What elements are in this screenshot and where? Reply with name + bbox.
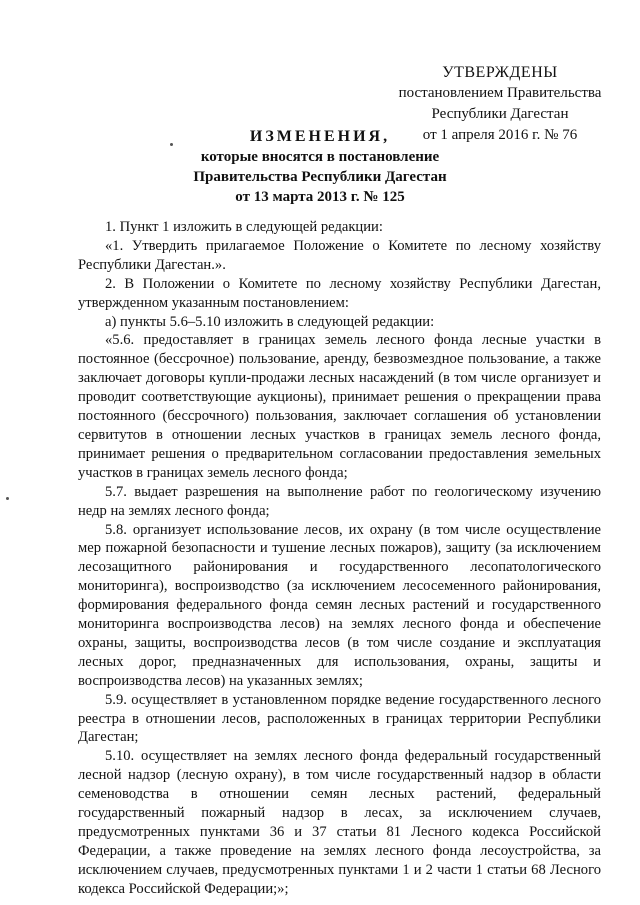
paragraph: 5.9. осуществляет в установленном порядке ведение государственного лесного реестра в отношении лесов, расположенных в границах территории Республики Дагестан; bbox=[78, 691, 601, 746]
paragraph: 2. В Положении о Комитете по лесному хозяйству Республики Дагестан, утвержденном указанным постановлением: bbox=[78, 275, 601, 311]
paragraph: 1. Пункт 1 изложить в следующей редакции: bbox=[105, 219, 383, 235]
approval-title: УТВЕРЖДЕНЫ bbox=[442, 64, 558, 81]
approval-line: постановлением Правительства bbox=[398, 85, 602, 101]
approval-line: от 1 апреля 2016 г. № 76 bbox=[422, 127, 578, 143]
scan-speck bbox=[6, 497, 9, 500]
document-heading bbox=[150, 127, 490, 207]
heading-line: которые вносятся в постановление bbox=[200, 149, 440, 165]
heading-line: от 13 марта 2013 г. № 125 bbox=[235, 189, 405, 205]
paragraph: «1. Утвердить прилагаемое Положение о Комитете по лесному хозяйству Республики Дагестан.». bbox=[78, 237, 601, 273]
paragraph: 5.8. организует использование лесов, их охрану (в том числе осуществление мер пожарной безопасности и тушение лесных пожаров), защиту (за исключением лесозащитного районирования и государственного лесопатологического мониторинга), воспроизводство (за исключением лесосеменного районирования, формирования федерального фонда семян лесных растений и государственного мониторинга воспроизводства лесов) на землях лесного фонда и обеспечение охраны, защиты, воспроизводства лесов (в том числе создание и эксплуатация лесных дорог, предназначенных для использования, охраны, защиты и воспроизводства лесов) на указанных землях; bbox=[78, 521, 601, 689]
paragraph: а) пункты 5.6–5.10 изложить в следующей редакции: bbox=[105, 313, 435, 330]
document-body bbox=[78, 218, 601, 899]
paragraph: «5.6. предоставляет в границах земель лесного фонда лесные участки в постоянное (бессрочное) пользование, аренду, безвозмездное пользование, а также заключает договоры купли-продажи лесных насаждений (в том числе организует и проводит соответствующие аукционы), принимает решения о прекращении права постоянного (бессрочного) пользования, заключает соглашения об установлении сервитутов в отношении лесных участков в границах земель лесного фонда, принимает решения о предварительном согласовании предоставления земельных участков в границах земель лесного фонда; bbox=[78, 332, 601, 481]
paragraph: 5.10. осуществляет на землях лесного фонда федеральный государственный лесной надзор (лесную охрану), в том числе государственный надзор в области семеноводства в отношении семян лесных растений, федеральный государственный пожарный надзор в лесах, за исключением случаев, предусмотренных пунктами 36 и 37 статьи 81 Лесного кодекса Российской Федерации, а также проведение на землях лесного фонда лесоустройства, за исключением случаев, предусмотренных пунктами 1 и 2 части 1 статьи 68 Лесного кодекса Российской Федерации;»; bbox=[78, 748, 601, 897]
heading-line: Правительства Республики Дагестан bbox=[193, 169, 447, 185]
paragraph: 5.7. выдает разрешения на выполнение работ по геологическому изучению недр на землях лесного фонда; bbox=[78, 483, 601, 519]
approval-line: Республики Дагестан bbox=[431, 106, 569, 122]
heading-title: ИЗМЕНЕНИЯ, bbox=[249, 128, 391, 145]
